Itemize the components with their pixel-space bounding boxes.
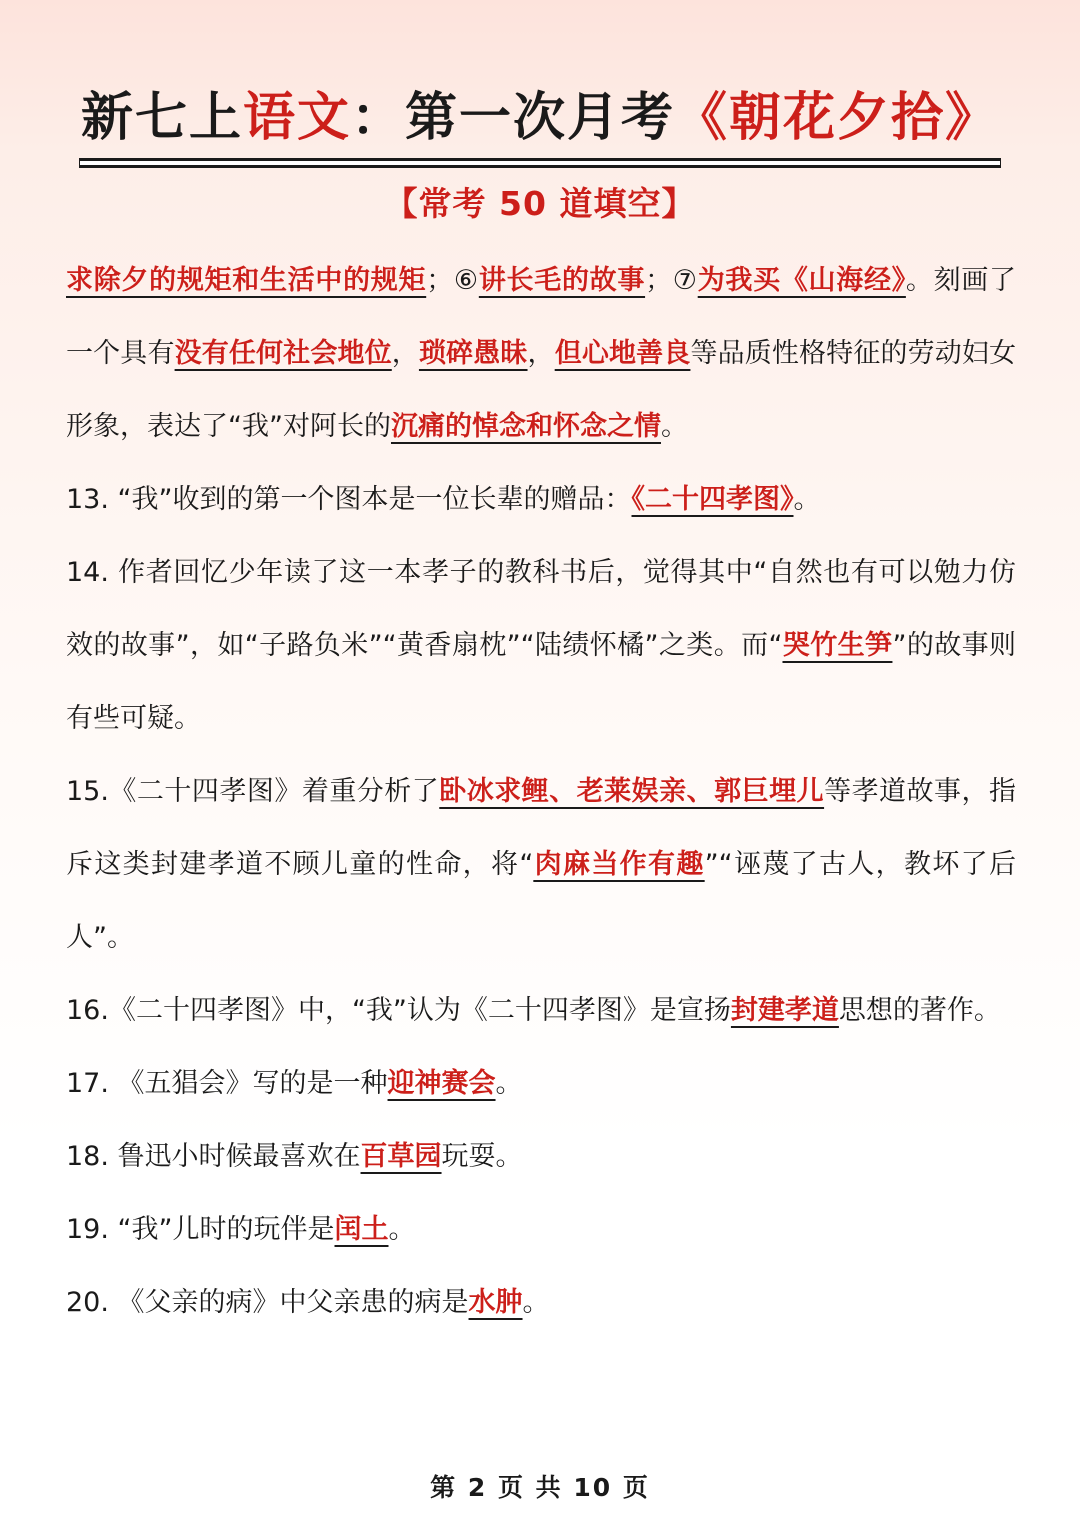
text: 19. “我”儿时的玩伴是 — [66, 1214, 335, 1245]
text: 16.《二十四孝图》中，“我”认为《二十四孝图》是宣扬 — [66, 995, 731, 1026]
question-16 — [66, 974, 1016, 1047]
text: 15.《二十四孝图》着重分析了 — [66, 776, 440, 807]
question-18 — [66, 1120, 1016, 1193]
question-19 — [66, 1193, 1016, 1266]
question-list — [66, 244, 1016, 1339]
text: 20. 《父亲的病》中父亲患的病是 — [66, 1287, 469, 1318]
answer: 封建孝道 — [730, 995, 839, 1026]
answer: 哭竹生笋 — [782, 630, 893, 661]
title-container — [0, 82, 1080, 161]
text: 18. 鲁迅小时候最喜欢在 — [66, 1141, 361, 1172]
answer: 闰土 — [334, 1214, 389, 1245]
title-part1: 新七上 — [80, 88, 243, 148]
answer: 迎神赛会 — [387, 1068, 496, 1099]
answer: 没有任何社会地位 — [174, 338, 392, 369]
title-part2: 语文 — [242, 88, 351, 148]
text: 。 — [660, 411, 688, 442]
text: 。刻画了一个具有 — [66, 265, 1016, 369]
answer: 但心地善良 — [554, 338, 691, 369]
title-part3: ：第一次月考 — [351, 88, 676, 148]
text: 14. 作者回忆少年读了这一本孝子的教科书后，觉得其中“自然也有可以勉力仿效的故事”，如“子路负米”“黄香扇枕”“陆绩怀橘”之类。而“ — [66, 557, 1016, 661]
answer: 百草园 — [360, 1141, 442, 1172]
question-14 — [66, 536, 1016, 755]
text: 等孝道故事，指斥这类封建孝道不顾儿童的性命，将“ — [66, 776, 1016, 880]
answer: 讲长毛的故事 — [478, 265, 646, 296]
text: 。 — [495, 1068, 523, 1099]
text: 。 — [793, 484, 821, 515]
page-footer: 第 2 页 共 10 页 — [430, 1473, 650, 1502]
question-20 — [66, 1266, 1016, 1339]
text: ， — [527, 338, 555, 369]
answer: 水肿 — [468, 1287, 523, 1318]
text: 。 — [522, 1287, 550, 1318]
answer: 沉痛的悼念和怀念之情 — [390, 411, 661, 442]
question-13 — [66, 463, 1016, 536]
text: 17. 《五猖会》写的是一种 — [66, 1068, 388, 1099]
text: 玩耍。 — [441, 1141, 523, 1172]
answer: 为我买《山海经》 — [697, 265, 906, 296]
question-15 — [66, 755, 1016, 974]
answer: 求除夕的规矩和生活中的规矩 — [66, 265, 427, 296]
page-subtitle: 【常考 50 道填空】 — [384, 184, 696, 223]
text: ”的故事则有些可疑。 — [66, 630, 1017, 734]
page-title — [79, 82, 1001, 161]
text: ；⑦ — [645, 265, 698, 296]
text: 思想的著作。 — [838, 995, 1001, 1026]
answer: 《二十四孝图》 — [631, 484, 794, 515]
text: ”“诬蔑了古人，教坏了后人”。 — [66, 849, 1016, 953]
question-17 — [66, 1047, 1016, 1120]
text: ， — [391, 338, 419, 369]
text: 等品质性格特征的劳动妇女形象，表达了“我”对阿长的 — [66, 338, 1017, 442]
answer: 卧冰求鲤、老莱娱亲、郭巨埋儿 — [439, 776, 825, 807]
paragraph-continued — [66, 244, 1016, 463]
text: 。 — [388, 1214, 416, 1245]
answer: 肉麻当作有趣 — [533, 849, 705, 880]
text: ；⑥ — [426, 265, 479, 296]
answer: 琐碎愚昧 — [418, 338, 528, 369]
title-part4: 《朝花夕拾》 — [675, 88, 1000, 148]
text: 13. “我”收到的第一个图本是一位长辈的赠品： — [66, 484, 632, 515]
